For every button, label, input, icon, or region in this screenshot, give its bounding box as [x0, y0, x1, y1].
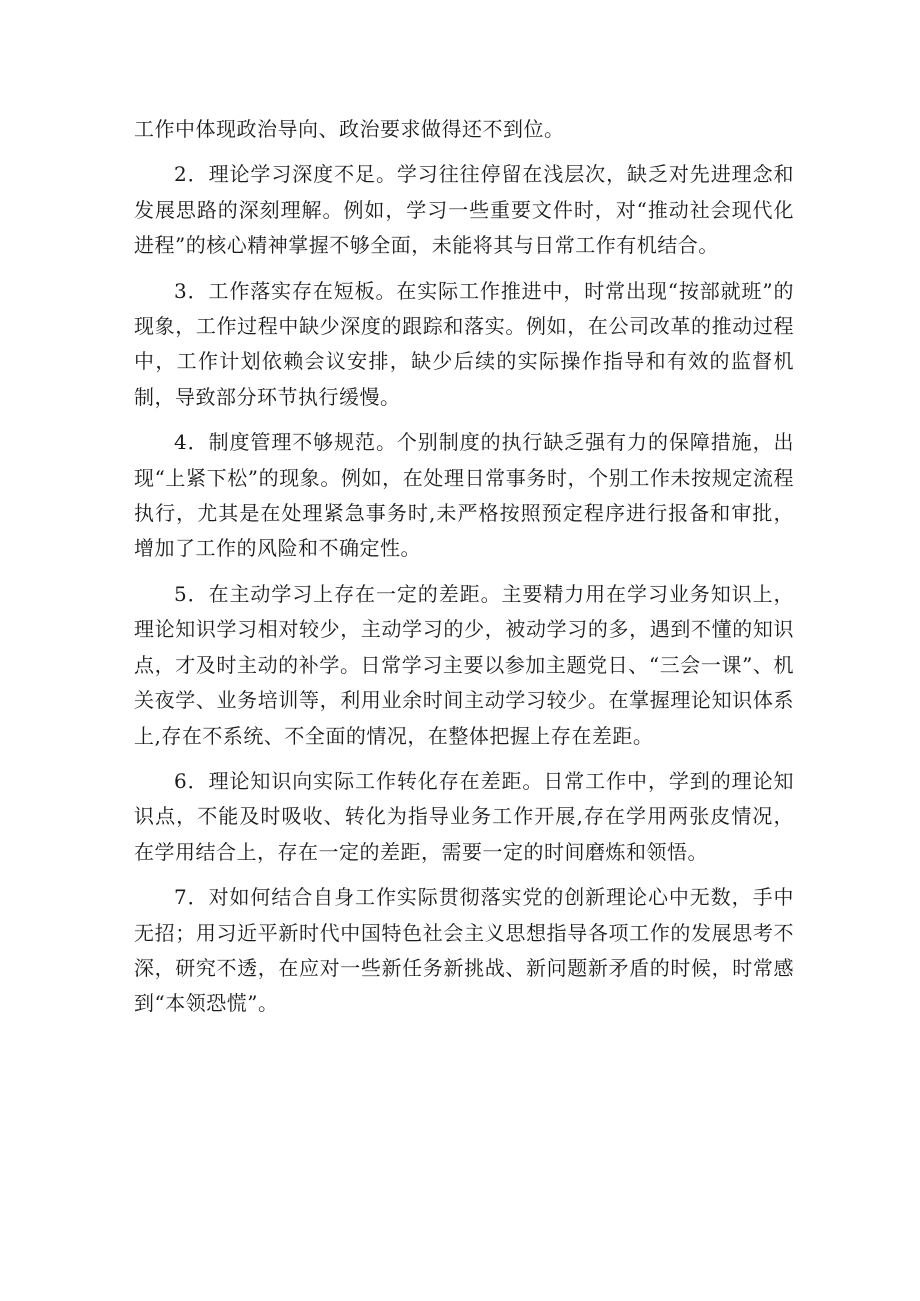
paragraph-item-5: 5．在主动学习上存在一定的差距。主要精力用在学习业务知识上，理论知识学习相对较少，主动学习的少，被动学习的多，遇到不懂的知识点，才及时主动的补学。日常学习主要以参加主题党日、“三会一课”、机关夜学、业务培训等，利用业余时间主动学习较少。在掌握理论知识体系上,存在不系统、不全面的情况，在整体把握上存在差距。 [134, 581, 794, 748]
paragraph-item-4: 4．制度管理不够规范。个别制度的执行缺乏强有力的保障措施，出现“上紧下松”的现象。例如，在处理日常事务时，个别工作未按规定流程执行，尤其是在处理紧急事务时,未严格按照预定程序进行报备和审批，增加了工作的风险和不确定性。 [134, 430, 794, 561]
paragraph-continuation: 工作中体现政治导向、政治要求做得还不到位。 [134, 117, 565, 141]
paragraph-item-7: 7．对如何结合自身工作实际贯彻落实党的创新理论心中无数，手中无招；用习近平新时代中国特色社会主义思想指导各项工作的发展思考不深，研究不透，在应对一些新任务新挑战、新问题新矛盾的时候，时常感到“本领恐慌”。 [134, 885, 794, 1016]
paragraph-item-6: 6．理论知识向实际工作转化存在差距。日常工作中，学到的理论知识点，不能及时吸收、转化为指导业务工作开展,存在学用两张皮情况，在学用结合上，存在一定的差距，需要一定的时间磨炼和领悟。 [134, 768, 794, 864]
paragraph-item-3: 3．工作落实存在短板。在实际工作推进中，时常出现“按部就班”的现象，工作过程中缺少深度的跟踪和落实。例如，在公司改革的推动过程中，工作计划依赖会议安排，缺少后续的实际操作指导和有效的监督机制，导致部分环节执行缓慢。 [134, 278, 794, 409]
paragraph-item-2: 2．理论学习深度不足。学习往往停留在浅层次，缺乏对先进理念和发展思路的深刻理解。例如，学习一些重要文件时，对“推动社会现代化进程”的核心精神掌握不够全面，未能将其与日常工作有机结合。 [134, 162, 794, 258]
document-page [134, 112, 794, 1032]
